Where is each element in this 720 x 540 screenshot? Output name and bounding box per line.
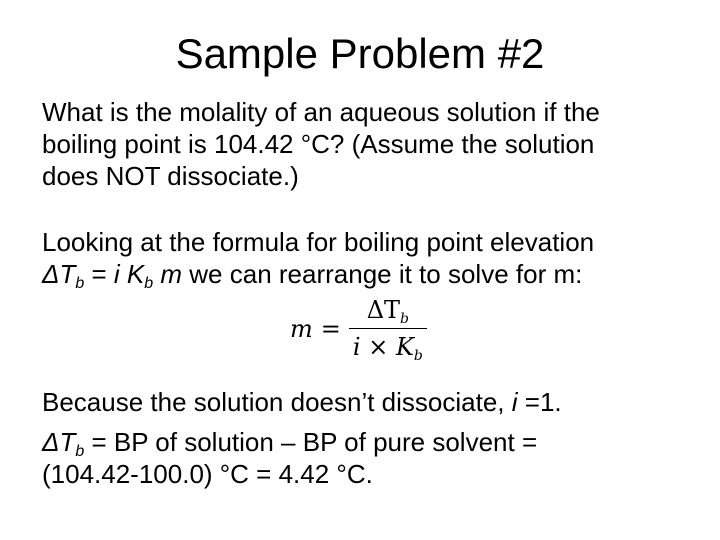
dissociate-paragraph xyxy=(42,386,682,418)
slide-title: Sample Problem #2 xyxy=(175,30,545,77)
equals-sign: = xyxy=(84,259,114,289)
i-value-symbol: i xyxy=(511,387,518,417)
delta-calc-paragraph xyxy=(42,426,682,490)
dissociate-line: Because the solution doesn’t dissociate, i =1. xyxy=(42,387,562,417)
formula-equals: = xyxy=(320,314,341,343)
fraction-denominator: $i \times K_b$ xyxy=(352,333,423,364)
subscript-b-2: b xyxy=(144,275,154,292)
m-symbol: m xyxy=(160,259,183,289)
k-symbol: K xyxy=(126,259,145,289)
delta-t-symbol: ΔT xyxy=(42,259,76,289)
formula-fraction xyxy=(349,296,427,364)
formula-lhs: m xyxy=(290,314,313,343)
question-line-2: boiling point is 104.42 °C? (Assume the solution xyxy=(42,129,595,159)
question-line-1: What is the molality of an aqueous solution if the xyxy=(42,97,600,127)
formula-intro-line-2 xyxy=(42,258,682,290)
formula-intro-line-1: Looking at the formula for boiling point elevation xyxy=(42,227,595,257)
formula-intro-paragraph xyxy=(42,226,682,290)
i-symbol: i xyxy=(113,259,120,289)
delta-calc-line-2: (104.42-100.0) °C = 4.42 °C. xyxy=(42,459,373,489)
question-paragraph xyxy=(42,96,682,192)
molality-formula xyxy=(290,296,427,364)
formula-intro-rest: we can rearrange it to solve for m: xyxy=(182,259,583,289)
fraction-numerator: $\Delta T_b$ xyxy=(366,296,410,327)
question-line-3: does NOT dissociate.) xyxy=(42,161,299,191)
subscript-b: b xyxy=(75,275,85,292)
delta-calc-line-1: $\Delta T_b$ = BP of solution – BP of pure solvent = xyxy=(42,427,538,460)
